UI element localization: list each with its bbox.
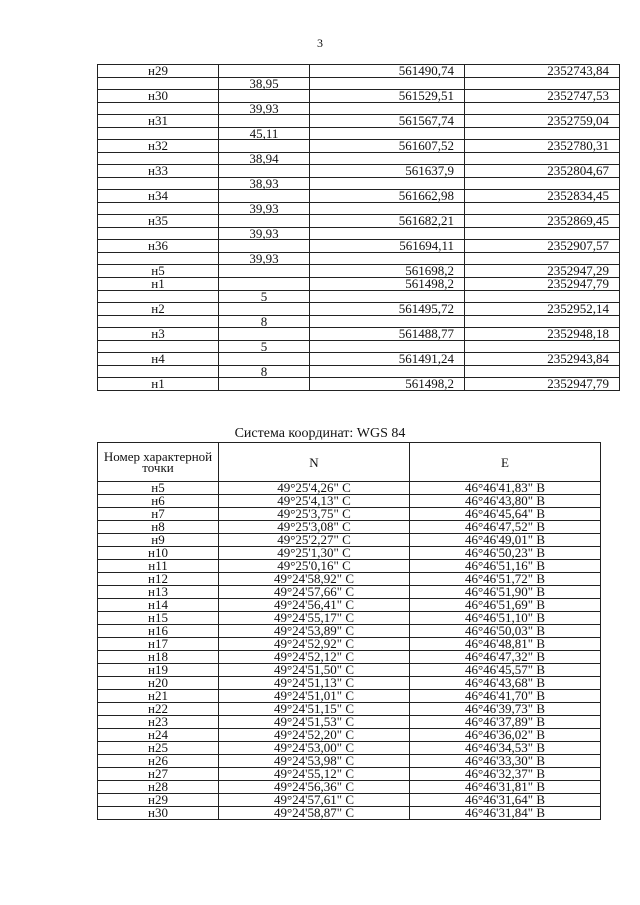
point-name: н33 — [98, 165, 219, 178]
header-east: E — [410, 443, 601, 482]
table-row — [98, 165, 620, 178]
point-name: н1 — [98, 378, 219, 391]
coord-y: 2352947,29 — [465, 265, 620, 278]
table-row — [98, 265, 620, 278]
longitude: 46°46'41,70" В — [410, 690, 601, 703]
coord-x: 561694,11 — [310, 240, 465, 253]
longitude: 46°46'31,81" В — [410, 781, 601, 794]
latitude: 49°24'55,12" С — [219, 768, 410, 781]
longitude: 46°46'41,83" В — [410, 482, 601, 495]
coord-y: 2352948,18 — [465, 328, 620, 341]
latitude: 49°24'56,36" С — [219, 781, 410, 794]
longitude: 46°46'43,68" В — [410, 677, 601, 690]
coord-x: 561529,51 — [310, 90, 465, 103]
distance-row — [98, 316, 620, 328]
coord-y: 2352907,57 — [465, 240, 620, 253]
point-name: н1 — [98, 278, 219, 291]
segment-length: 8 — [219, 366, 310, 378]
coordinates-table-wgs84 — [97, 442, 601, 820]
point-name: н17 — [98, 638, 219, 651]
point-name: н4 — [98, 353, 219, 366]
coord-y: 2352747,53 — [465, 90, 620, 103]
segment-length: 38,94 — [219, 153, 310, 165]
point-name: н11 — [98, 560, 219, 573]
segment-length: 39,93 — [219, 103, 310, 115]
coord-y: 2352947,79 — [465, 278, 620, 291]
longitude: 46°46'36,02" В — [410, 729, 601, 742]
segment-length: 39,93 — [219, 228, 310, 240]
table-row — [98, 378, 620, 391]
coord-y: 2352947,79 — [465, 378, 620, 391]
point-name: н21 — [98, 690, 219, 703]
longitude: 46°46'39,73" В — [410, 703, 601, 716]
point-name: н2 — [98, 303, 219, 316]
latitude: 49°25'0,16" С — [219, 560, 410, 573]
longitude: 46°46'51,90" В — [410, 586, 601, 599]
point-name: н34 — [98, 190, 219, 203]
table-row — [98, 353, 620, 366]
latitude: 49°24'52,20" С — [219, 729, 410, 742]
coord-y: 2352743,84 — [465, 65, 620, 78]
longitude: 46°46'51,72" В — [410, 573, 601, 586]
coord-y: 2352804,67 — [465, 165, 620, 178]
point-name: н29 — [98, 794, 219, 807]
distance-row — [98, 153, 620, 165]
latitude: 49°24'52,92" С — [219, 638, 410, 651]
latitude: 49°25'4,26" С — [219, 482, 410, 495]
longitude: 46°46'45,57" В — [410, 664, 601, 677]
coord-y: 2352780,31 — [465, 140, 620, 153]
segment-length: 5 — [219, 291, 310, 303]
table-row — [98, 328, 620, 341]
latitude: 49°24'56,41" С — [219, 599, 410, 612]
latitude: 49°24'58,87" С — [219, 807, 410, 820]
distance-row — [98, 253, 620, 265]
longitude: 46°46'49,01" В — [410, 534, 601, 547]
point-name: н18 — [98, 651, 219, 664]
point-name: н30 — [98, 807, 219, 820]
point-name: н8 — [98, 521, 219, 534]
latitude: 49°24'53,00" С — [219, 742, 410, 755]
point-name: н25 — [98, 742, 219, 755]
point-name: н5 — [98, 265, 219, 278]
longitude: 46°46'51,16" В — [410, 560, 601, 573]
table-header-row — [98, 443, 601, 482]
latitude: 49°24'53,89" С — [219, 625, 410, 638]
longitude: 46°46'43,80" В — [410, 495, 601, 508]
latitude: 49°25'2,27" С — [219, 534, 410, 547]
distance-row — [98, 178, 620, 190]
point-name: н35 — [98, 215, 219, 228]
point-name: н24 — [98, 729, 219, 742]
coord-x: 561491,24 — [310, 353, 465, 366]
coordinates-table-msk-body — [98, 65, 620, 391]
segment-length: 38,95 — [219, 78, 310, 90]
table-row — [98, 278, 620, 291]
longitude: 46°46'47,32" В — [410, 651, 601, 664]
distance-row — [98, 366, 620, 378]
latitude: 49°25'1,30" С — [219, 547, 410, 560]
table-row — [98, 140, 620, 153]
segment-length: 39,93 — [219, 203, 310, 215]
latitude: 49°24'58,92" С — [219, 573, 410, 586]
point-name: н10 — [98, 547, 219, 560]
coord-x: 561490,74 — [310, 65, 465, 78]
latitude: 49°24'52,12" С — [219, 651, 410, 664]
distance-row — [98, 341, 620, 353]
distance-row — [98, 128, 620, 140]
longitude: 46°46'50,23" В — [410, 547, 601, 560]
point-name: н36 — [98, 240, 219, 253]
coordinates-table-wgs84-body — [98, 482, 601, 820]
longitude: 46°46'51,10" В — [410, 612, 601, 625]
coord-x: 561567,74 — [310, 115, 465, 128]
point-name: н19 — [98, 664, 219, 677]
coordinate-system-caption: Система координат: WGS 84 — [234, 426, 406, 441]
point-name: н20 — [98, 677, 219, 690]
point-name: н3 — [98, 328, 219, 341]
empty-cell — [219, 378, 310, 391]
coord-x: 561498,2 — [310, 378, 465, 391]
longitude: 46°46'34,53" В — [410, 742, 601, 755]
coord-y: 2352943,84 — [465, 353, 620, 366]
latitude: 49°25'3,08" С — [219, 521, 410, 534]
coord-x: 561488,77 — [310, 328, 465, 341]
longitude: 46°46'51,69" В — [410, 599, 601, 612]
point-name: н28 — [98, 781, 219, 794]
segment-length: 45,11 — [219, 128, 310, 140]
point-name: н7 — [98, 508, 219, 521]
point-name: н12 — [98, 573, 219, 586]
longitude: 46°46'45,64" В — [410, 508, 601, 521]
coordinates-table-msk — [97, 64, 620, 391]
coord-x: 561498,2 — [310, 278, 465, 291]
coord-x: 561662,98 — [310, 190, 465, 203]
table-row — [98, 215, 620, 228]
point-name: н13 — [98, 586, 219, 599]
latitude: 49°24'51,50" С — [219, 664, 410, 677]
latitude: 49°24'51,01" С — [219, 690, 410, 703]
latitude: 49°24'51,13" С — [219, 677, 410, 690]
point-name: н5 — [98, 482, 219, 495]
coord-y: 2352869,45 — [465, 215, 620, 228]
segment-length: 39,93 — [219, 253, 310, 265]
segment-length: 8 — [219, 316, 310, 328]
table-row — [98, 115, 620, 128]
distance-row — [98, 203, 620, 215]
latitude: 49°24'51,53" С — [219, 716, 410, 729]
header-point-number: Номер характерной точки — [98, 443, 219, 482]
point-name: н30 — [98, 90, 219, 103]
point-name: н16 — [98, 625, 219, 638]
distance-row — [98, 103, 620, 115]
point-name: н31 — [98, 115, 219, 128]
coord-y: 2352759,04 — [465, 115, 620, 128]
coord-x: 561495,72 — [310, 303, 465, 316]
table-row — [98, 303, 620, 316]
longitude: 46°46'47,52" В — [410, 521, 601, 534]
point-name: н14 — [98, 599, 219, 612]
latitude: 49°24'51,15" С — [219, 703, 410, 716]
coord-x: 561698,2 — [310, 265, 465, 278]
latitude: 49°24'57,61" С — [219, 794, 410, 807]
point-name: н27 — [98, 768, 219, 781]
page-number: 3 — [317, 36, 323, 50]
longitude: 46°46'31,84" В — [410, 807, 601, 820]
header-north: N — [219, 443, 410, 482]
table-row — [98, 240, 620, 253]
coord-x: 561637,9 — [310, 165, 465, 178]
segment-length: 38,93 — [219, 178, 310, 190]
longitude: 46°46'37,89" В — [410, 716, 601, 729]
point-name: н6 — [98, 495, 219, 508]
table-row — [98, 807, 601, 820]
longitude: 46°46'33,30" В — [410, 755, 601, 768]
point-name: н32 — [98, 140, 219, 153]
table-row — [98, 65, 620, 78]
longitude: 46°46'32,37" В — [410, 768, 601, 781]
latitude: 49°24'53,98" С — [219, 755, 410, 768]
point-name: н29 — [98, 65, 219, 78]
coord-y: 2352834,45 — [465, 190, 620, 203]
point-name: н15 — [98, 612, 219, 625]
coord-y: 2352952,14 — [465, 303, 620, 316]
distance-row — [98, 78, 620, 90]
longitude: 46°46'48,81" В — [410, 638, 601, 651]
latitude: 49°24'55,17" С — [219, 612, 410, 625]
longitude: 46°46'50,03" В — [410, 625, 601, 638]
point-name: н23 — [98, 716, 219, 729]
coord-x: 561607,52 — [310, 140, 465, 153]
distance-row — [98, 291, 620, 303]
table-row — [98, 190, 620, 203]
point-name: н22 — [98, 703, 219, 716]
latitude: 49°24'57,66" С — [219, 586, 410, 599]
distance-row — [98, 228, 620, 240]
latitude: 49°25'4,13" С — [219, 495, 410, 508]
segment-length: 5 — [219, 341, 310, 353]
latitude: 49°25'3,75" С — [219, 508, 410, 521]
table-row — [98, 90, 620, 103]
coord-x: 561682,21 — [310, 215, 465, 228]
longitude: 46°46'31,64" В — [410, 794, 601, 807]
point-name: н9 — [98, 534, 219, 547]
point-name: н26 — [98, 755, 219, 768]
empty-cell — [219, 265, 310, 278]
